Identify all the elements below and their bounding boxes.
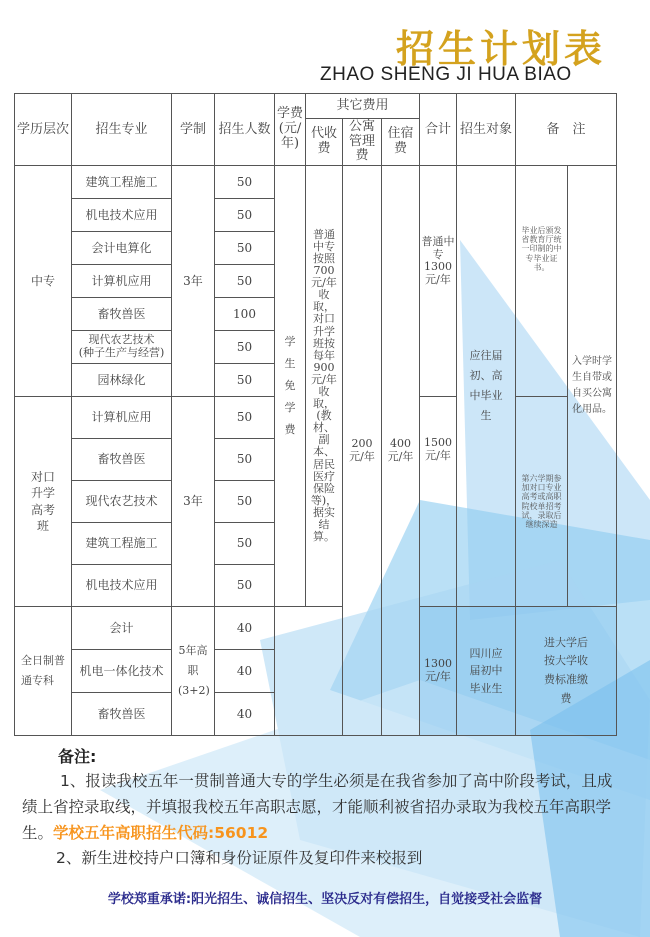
major-cell: 机电一体化技术 xyxy=(72,650,172,693)
major-name: 现代农艺技术 xyxy=(88,333,155,347)
note-item-2: 2、新生进校持户口簿和身份证原件及复印件来校报到 xyxy=(56,849,423,867)
major-cell: 计算机应用 xyxy=(72,397,172,439)
major-cell: 机电技术应用 xyxy=(72,199,172,232)
duration-cell: 3年 xyxy=(172,397,215,607)
header-lodging-fee: 住宿费 xyxy=(382,119,420,166)
count-cell: 40 xyxy=(215,607,275,650)
school-promise: 学校郑重承诺:阳光招生、诚信招生、坚决反对有偿招生，自觉接受社会监督 xyxy=(107,892,543,907)
header-target: 招生对象 xyxy=(457,94,516,166)
empty-fee-cell xyxy=(275,607,343,736)
header-tuition: 学费(元/年) xyxy=(275,94,306,166)
count-cell: 50 xyxy=(215,397,275,439)
major-cell: 建筑工程施工 xyxy=(72,166,172,199)
total-cell: 普通中专1300元/年 xyxy=(420,166,457,397)
total-cell: 1300元/年 xyxy=(420,607,457,736)
header-level: 学历层次 xyxy=(15,94,72,166)
header-total: 合计 xyxy=(420,94,457,166)
count-cell: 50 xyxy=(215,232,275,265)
header-apartment-fee: 公寓管理费 xyxy=(343,119,382,166)
major-cell: 园林绿化 xyxy=(72,364,172,397)
count-cell: 50 xyxy=(215,331,275,364)
remark-cell: 毕业后颁发省教育厅统一印制的中专毕业证书。 xyxy=(516,166,568,397)
total-cell: 1500元/年 xyxy=(420,397,457,607)
count-cell: 50 xyxy=(215,523,275,565)
enrollment-table xyxy=(14,93,617,736)
major-cell: 机电技术应用 xyxy=(72,565,172,607)
notes-heading: 备注: xyxy=(58,747,97,766)
count-cell: 100 xyxy=(215,298,275,331)
tuition-cell: 学生免学费 xyxy=(275,166,306,607)
apartment-fee-cell: 200元/年 xyxy=(343,166,382,736)
major-cell: 畜牧兽医 xyxy=(72,693,172,736)
header-duration: 学制 xyxy=(172,94,215,166)
level-cell: 对口升学高考班 xyxy=(15,397,72,607)
count-cell: 50 xyxy=(215,565,275,607)
remark-supplies-cell: 入学时学生自带或自买公寓化用品。 xyxy=(568,166,617,607)
duration-cell: 5年高职(3+2) xyxy=(172,607,215,736)
page-title: 招生计划表 xyxy=(395,27,606,71)
count-cell: 50 xyxy=(215,364,275,397)
major-cell: 会计 xyxy=(72,607,172,650)
header-major: 招生专业 xyxy=(72,94,172,166)
duration-cell: 3年 xyxy=(172,166,215,397)
target-cell: 应往届初、高中毕业生 xyxy=(457,166,516,607)
major-cell: 建筑工程施工 xyxy=(72,523,172,565)
major-cell: 会计电算化 xyxy=(72,232,172,265)
count-cell: 40 xyxy=(215,693,275,736)
count-cell: 50 xyxy=(215,199,275,232)
level-cell: 全日制普通专科 xyxy=(15,607,72,736)
page-subtitle: ZHAO SHENG JI HUA BIAO xyxy=(320,64,572,85)
note-item-1-text: 1、报读我校五年一贯制普通大专的学生必须是在我省参加了高中阶段考试，且成绩上省控录取线，并填报我校五年高职志愿，才能顺利被省招办录取为我校五年高职学生。 xyxy=(22,772,613,842)
enrollment-code: 学校五年高职招生代码:56012 xyxy=(53,824,269,842)
header-remarks: 备 注 xyxy=(516,94,617,166)
major-cell: 畜牧兽医 xyxy=(72,439,172,481)
target-cell: 四川应届初中毕业生 xyxy=(457,607,516,736)
header-count: 招生人数 xyxy=(215,94,275,166)
lodging-fee-cell: 400元/年 xyxy=(382,166,420,736)
note-item-1 xyxy=(22,768,622,846)
major-cell xyxy=(72,331,172,364)
major-cell: 畜牧兽医 xyxy=(72,298,172,331)
count-cell: 50 xyxy=(215,166,275,199)
major-cell: 计算机应用 xyxy=(72,265,172,298)
remark-cell: 进大学后按大学收费标准缴费 xyxy=(516,607,617,736)
collect-fee-cell: 普通中专按照700元/年收取，对口升学班按每年900元/年收取，(教材、副本、居民医疗保险等)，据实结算。 xyxy=(306,166,343,607)
count-cell: 40 xyxy=(215,650,275,693)
major-cell: 现代农艺技术 xyxy=(72,481,172,523)
remark-cell: 第六学期参加对口专业高考或高职院校单招考试，录取后继续深造 xyxy=(516,397,568,607)
count-cell: 50 xyxy=(215,439,275,481)
count-cell: 50 xyxy=(215,481,275,523)
header-other-fees: 其它费用 xyxy=(306,94,420,119)
level-cell: 中专 xyxy=(15,166,72,397)
major-note: (种子生产与经营) xyxy=(78,346,165,359)
count-cell: 50 xyxy=(215,265,275,298)
header-collect-fee: 代收费 xyxy=(306,119,343,166)
